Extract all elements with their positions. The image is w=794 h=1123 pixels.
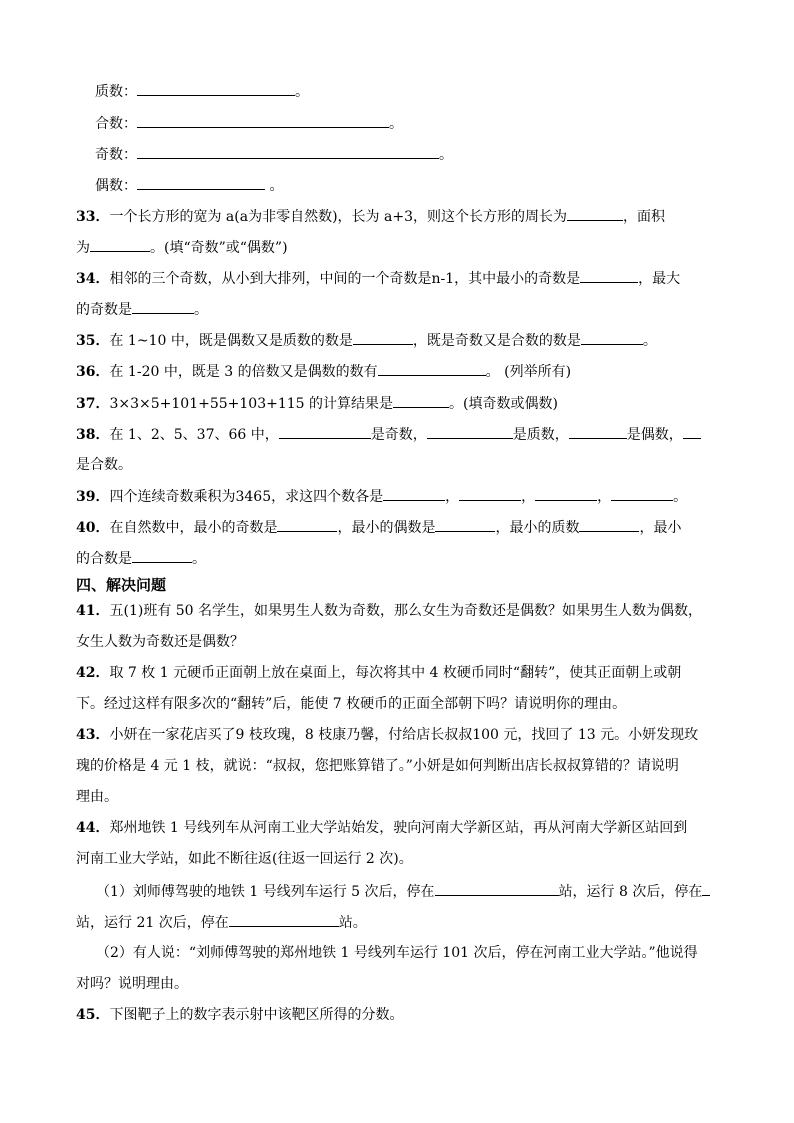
answer-blank[interactable] <box>567 206 623 221</box>
q33-line1: 33．一个长方形的宽为 a(a为非零自然数)，长为 a+3，则这个长方形的周长为 ，面积 <box>76 206 665 227</box>
q44-sub1-line1: （1）刘师傅驾驶的地铁 1 号线列车运行 5 次后，停在 站，运行 8 次后，停在 <box>96 881 710 902</box>
answer-blank[interactable] <box>581 330 643 345</box>
q41-line1: 41．五(1)班有 50 名学生，如果男生人数为奇数，那么女生为奇数还是偶数？如果男生人数为偶数， <box>76 603 703 619</box>
question-number: 36． <box>76 364 110 380</box>
answer-blank[interactable] <box>535 486 597 501</box>
answer-blank[interactable] <box>137 175 265 190</box>
q38-line1: 38．在 1、2、5、37、66 中， 是奇数， 是质数， 是偶数， <box>76 424 701 445</box>
q34-line1: 34．相邻的三个奇数，从小到大排列，中间的一个奇数是n-1，其中最小的奇数是 ，最大 <box>76 268 680 289</box>
answer-blank[interactable] <box>277 517 337 532</box>
q35-line: 35．在 1~10 中，既是偶数又是质数的数是 ，既是奇数又是合数的数是 。 <box>76 330 657 351</box>
question-number: 42． <box>76 665 110 681</box>
def-label: 奇数： <box>95 147 137 163</box>
q40-line1: 40．在自然数中，最小的奇数是 ，最小的偶数是 ，最小的质数 ，最小 <box>76 517 681 538</box>
q44-sub2-line2: 对吗？说明理由。 <box>76 976 188 992</box>
q36-line: 36．在 1-20 中，既是 3 的倍数又是偶数的数有 。 (列举所有) <box>76 361 571 382</box>
question-number: 40． <box>76 520 110 536</box>
answer-blank[interactable] <box>702 881 710 896</box>
section-heading: 四、解决问题 <box>76 576 167 594</box>
answer-blank[interactable] <box>137 113 389 128</box>
def-label: 质数： <box>95 84 137 100</box>
q40-line2: 的合数是 。 <box>76 548 206 569</box>
q44-sub2-line1: （2）有人说：“刘师傅驾驶的郑州地铁 1 号线列车运行 101 次后，停在河南工业大学站。”他说得 <box>96 945 698 961</box>
answer-blank[interactable] <box>137 81 295 96</box>
answer-blank[interactable] <box>353 330 413 345</box>
question-number: 44． <box>76 820 110 836</box>
answer-blank[interactable] <box>459 486 521 501</box>
question-number: 34． <box>76 271 110 287</box>
question-number: 38． <box>76 427 110 443</box>
q42-line2: 下。经过这样有限多次的“翻转”后，能使 7 枚硬币的正面全部朝下吗？请说明你的理由。 <box>76 696 627 712</box>
answer-blank[interactable] <box>137 144 439 159</box>
def-composite: 合数： 。 <box>95 113 403 134</box>
q39-line: 39．四个连续奇数乘积为3465，求这四个数各是 ， ， ， 。 <box>76 486 687 507</box>
question-number: 45． <box>76 1007 110 1023</box>
question-number: 37． <box>76 396 110 412</box>
q45-line1: 45．下图靶子上的数字表示射中该靶区所得的分数。 <box>76 1007 404 1023</box>
def-odd: 奇数： 。 <box>95 144 453 165</box>
question-number: 35． <box>76 333 110 349</box>
q34-line2: 的奇数是 。 <box>76 299 208 320</box>
q44-sub1-line2: 站，运行 21 次后，停在 站。 <box>76 912 367 933</box>
answer-blank[interactable] <box>427 424 513 439</box>
q41-line2: 女生人数为奇数还是偶数？ <box>76 634 244 650</box>
answer-blank[interactable] <box>611 486 673 501</box>
q44-line1: 44．郑州地铁 1 号线列车从河南工业大学站始发，驶向河南大学新区站，再从河南大学新区站回到 <box>76 820 688 836</box>
answer-blank[interactable] <box>229 912 339 927</box>
answer-blank[interactable] <box>132 299 194 314</box>
def-prime: 质数： 。 <box>95 81 309 102</box>
q43-line1: 43．小妍在一家花店买了9 枝玫瑰，8 枝康乃馨，付给店长叔叔100 元，找回了 13 元。小妍发现玫 <box>76 727 699 743</box>
answer-blank[interactable] <box>279 424 371 439</box>
question-number: 39． <box>76 489 110 505</box>
answer-blank[interactable] <box>132 548 192 563</box>
answer-blank[interactable] <box>569 424 627 439</box>
answer-blank[interactable] <box>580 268 638 283</box>
def-label: 合数： <box>95 116 137 132</box>
answer-blank[interactable] <box>683 424 701 439</box>
q33-line2: 为 。(填“奇数”或“偶数”) <box>76 237 288 258</box>
answer-blank[interactable] <box>378 361 486 376</box>
q43-line2: 瑰的价格是 4 元 1 枝，就说：“叔叔，您把账算错了。”小妍是如何判断出店长叔叔算错的？请说明 <box>76 758 679 774</box>
q44-line2: 河南工业大学站，如此不断往返(往返一回运行 2 次)。 <box>76 851 413 867</box>
answer-blank[interactable] <box>435 881 559 896</box>
q43-line3: 理由。 <box>76 789 118 805</box>
def-label: 偶数： <box>95 178 137 194</box>
answer-blank[interactable] <box>90 237 150 252</box>
answer-blank[interactable] <box>393 393 449 408</box>
answer-blank[interactable] <box>383 486 445 501</box>
question-number: 41． <box>76 603 110 619</box>
answer-blank[interactable] <box>579 517 639 532</box>
q42-line1: 42．取 7 枚 1 元硬币正面朝上放在桌面上，每次将其中 4 枚硬币同时“翻转”，使其正面朝上或朝 <box>76 665 682 681</box>
question-number: 33． <box>76 209 110 225</box>
q38-line2: 是合数。 <box>76 457 132 473</box>
def-even: 偶数： 。 <box>95 175 283 196</box>
answer-blank[interactable] <box>435 517 495 532</box>
q37-line: 37．3×3×5+101+55+103+115 的计算结果是 。(填奇数或偶数) <box>76 393 558 414</box>
question-number: 43． <box>76 727 110 743</box>
